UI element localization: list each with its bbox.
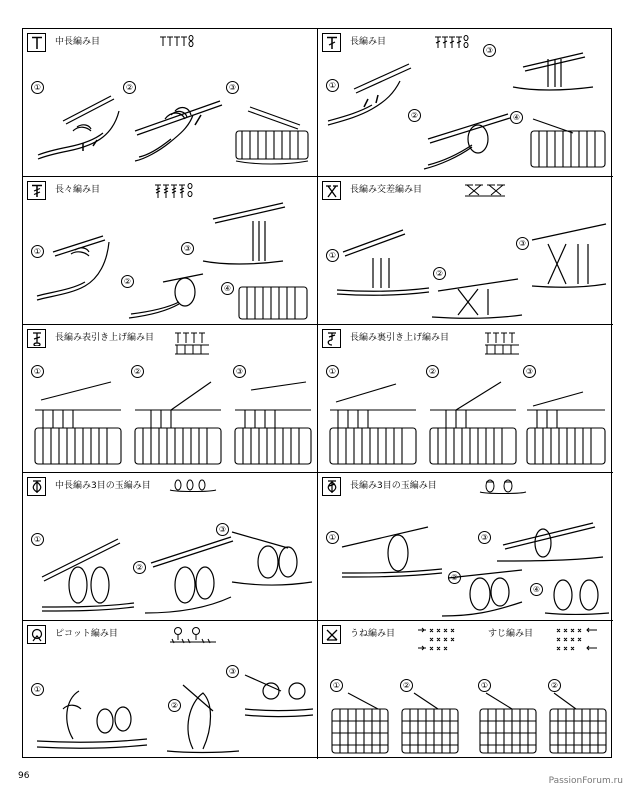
double-crochet-symbol-icon xyxy=(322,33,341,52)
step-3-label: ③ xyxy=(226,81,239,94)
dc-bobble-step4-illustration xyxy=(543,573,611,619)
section-title: 長々編み目 xyxy=(55,185,101,195)
section-title: 長編み3目の玉編み目 xyxy=(350,481,437,491)
step-3-label: ③ xyxy=(478,531,491,544)
step-2-label: ② xyxy=(123,81,136,94)
crossed-double-crochet-symbol-icon xyxy=(322,181,341,200)
dc-bobble-step3-illustration xyxy=(493,521,608,566)
step-2-label: ② xyxy=(448,571,461,584)
step-1-label: ① xyxy=(31,683,44,696)
ridge-mini-chart-icon xyxy=(416,626,468,656)
hdc-step1-illustration xyxy=(33,91,128,166)
step-2b-label: ② xyxy=(548,679,561,692)
crossed-dc-step3-illustration xyxy=(528,222,611,292)
watermark: PassionForum.ru xyxy=(548,776,623,786)
step-1-label: ① xyxy=(31,365,44,378)
crossed-dc-step2-illustration xyxy=(428,277,528,322)
ridge-step2-illustration xyxy=(398,691,463,756)
section-ridge xyxy=(318,621,613,759)
mini-chart-icon xyxy=(168,478,218,492)
step-3-label: ③ xyxy=(523,365,536,378)
tr-step3-illustration xyxy=(193,199,293,267)
hdc-puff-step1-illustration xyxy=(38,533,138,618)
step-2-label: ② xyxy=(400,679,413,692)
tr-step4-illustration xyxy=(233,279,313,321)
section-title: 長編み目 xyxy=(350,37,387,47)
ridge-stitch-symbol-icon xyxy=(322,625,341,644)
dc-step3-illustration xyxy=(503,47,603,97)
section-title: 長編み裏引き上げ編み目 xyxy=(350,333,450,343)
section-bpdc xyxy=(318,325,613,473)
tr-step1-illustration xyxy=(33,232,128,307)
dc-3-bobble-stitch-symbol-icon xyxy=(322,477,341,496)
tr-step2-illustration xyxy=(123,272,213,322)
step-1-label: ① xyxy=(31,245,44,258)
step-2-label: ② xyxy=(121,275,134,288)
step-2-label: ② xyxy=(408,109,421,122)
section-dc xyxy=(318,29,613,177)
step-2-label: ② xyxy=(426,365,439,378)
section-title: ピコット編み目 xyxy=(55,629,118,639)
hdc-step3-illustration xyxy=(228,91,316,171)
step-3-label: ③ xyxy=(216,523,229,536)
dc-step2-illustration xyxy=(418,109,513,174)
hdc-puff-step2-illustration xyxy=(141,533,236,618)
page-number: 96 xyxy=(18,771,30,781)
hdc-3-puff-stitch-symbol-icon xyxy=(27,477,46,496)
dc-step4-illustration xyxy=(523,111,611,173)
mini-chart-icon xyxy=(158,34,198,48)
picot-stitch-symbol-icon xyxy=(27,625,46,644)
step-3-label: ③ xyxy=(233,365,246,378)
bpdc-step1-illustration xyxy=(326,380,421,468)
half-double-crochet-symbol-icon xyxy=(27,33,46,52)
dc-step1-illustration xyxy=(324,59,419,129)
mini-chart-icon xyxy=(478,478,528,494)
step-3-label: ③ xyxy=(181,242,194,255)
stitch-grid xyxy=(22,28,612,758)
crossed-dc-step1-illustration xyxy=(333,222,438,302)
dc-bobble-step2-illustration xyxy=(438,568,528,620)
step-2-label: ② xyxy=(131,365,144,378)
picot-step2-illustration xyxy=(163,681,243,757)
bpdc-step3-illustration xyxy=(523,380,611,468)
step-4-label: ④ xyxy=(530,583,543,596)
fpdc-step2-illustration xyxy=(131,380,226,468)
section-hdc xyxy=(23,29,318,177)
rib-step1-illustration xyxy=(476,691,541,756)
section-tr xyxy=(23,177,318,325)
step-1-label: ① xyxy=(326,365,339,378)
step-1b-label: ① xyxy=(478,679,491,692)
section-fpdc xyxy=(23,325,318,473)
dc-bobble-step1-illustration xyxy=(338,523,448,583)
step-3-label: ③ xyxy=(483,44,496,57)
step-2-label: ② xyxy=(433,267,446,280)
mini-chart-icon xyxy=(153,182,198,200)
step-1-label: ① xyxy=(330,679,343,692)
section-title: うね編み目 xyxy=(350,629,396,639)
fpdc-step1-illustration xyxy=(31,380,126,468)
step-1-label: ① xyxy=(31,81,44,94)
step-1-label: ① xyxy=(326,79,339,92)
hdc-step2-illustration xyxy=(125,91,225,166)
hdc-puff-step3-illustration xyxy=(228,528,316,593)
section-subtitle: すじ編み目 xyxy=(488,629,534,639)
step-3-label: ③ xyxy=(516,237,529,250)
mini-chart-icon xyxy=(433,34,473,50)
section-dc-bobble xyxy=(318,473,613,621)
step-1-label: ① xyxy=(326,531,339,544)
section-title: 長編み交差編み目 xyxy=(350,185,423,195)
section-picot xyxy=(23,621,318,759)
section-title: 中長編み3目の玉編み目 xyxy=(55,481,151,491)
picot-step1-illustration xyxy=(33,663,153,755)
bpdc-step2-illustration xyxy=(426,380,521,468)
mini-chart-icon xyxy=(463,182,508,198)
section-title: 長編み表引き上げ編み目 xyxy=(55,333,155,343)
section-hdc-puff xyxy=(23,473,318,621)
treble-crochet-symbol-icon xyxy=(27,181,46,200)
step-4-label: ④ xyxy=(510,111,523,124)
step-2-label: ② xyxy=(168,699,181,712)
front-post-double-crochet-symbol-icon xyxy=(27,329,46,348)
rib-step2-illustration xyxy=(546,691,611,756)
section-crossed-dc xyxy=(318,177,613,325)
step-1-label: ① xyxy=(31,533,44,546)
step-4-label: ④ xyxy=(221,282,234,295)
ridge-step1-illustration xyxy=(328,691,393,756)
step-1-label: ① xyxy=(326,249,339,262)
step-2-label: ② xyxy=(133,561,146,574)
step-3-label: ③ xyxy=(226,665,239,678)
section-title: 中長編み目 xyxy=(55,37,101,47)
picot-step3-illustration xyxy=(241,671,316,721)
mini-chart-icon xyxy=(173,330,218,356)
back-post-double-crochet-symbol-icon xyxy=(322,329,341,348)
rib-mini-chart-icon xyxy=(553,626,605,656)
mini-chart-icon xyxy=(483,330,528,356)
mini-chart-icon xyxy=(168,626,218,646)
fpdc-step3-illustration xyxy=(231,380,316,468)
